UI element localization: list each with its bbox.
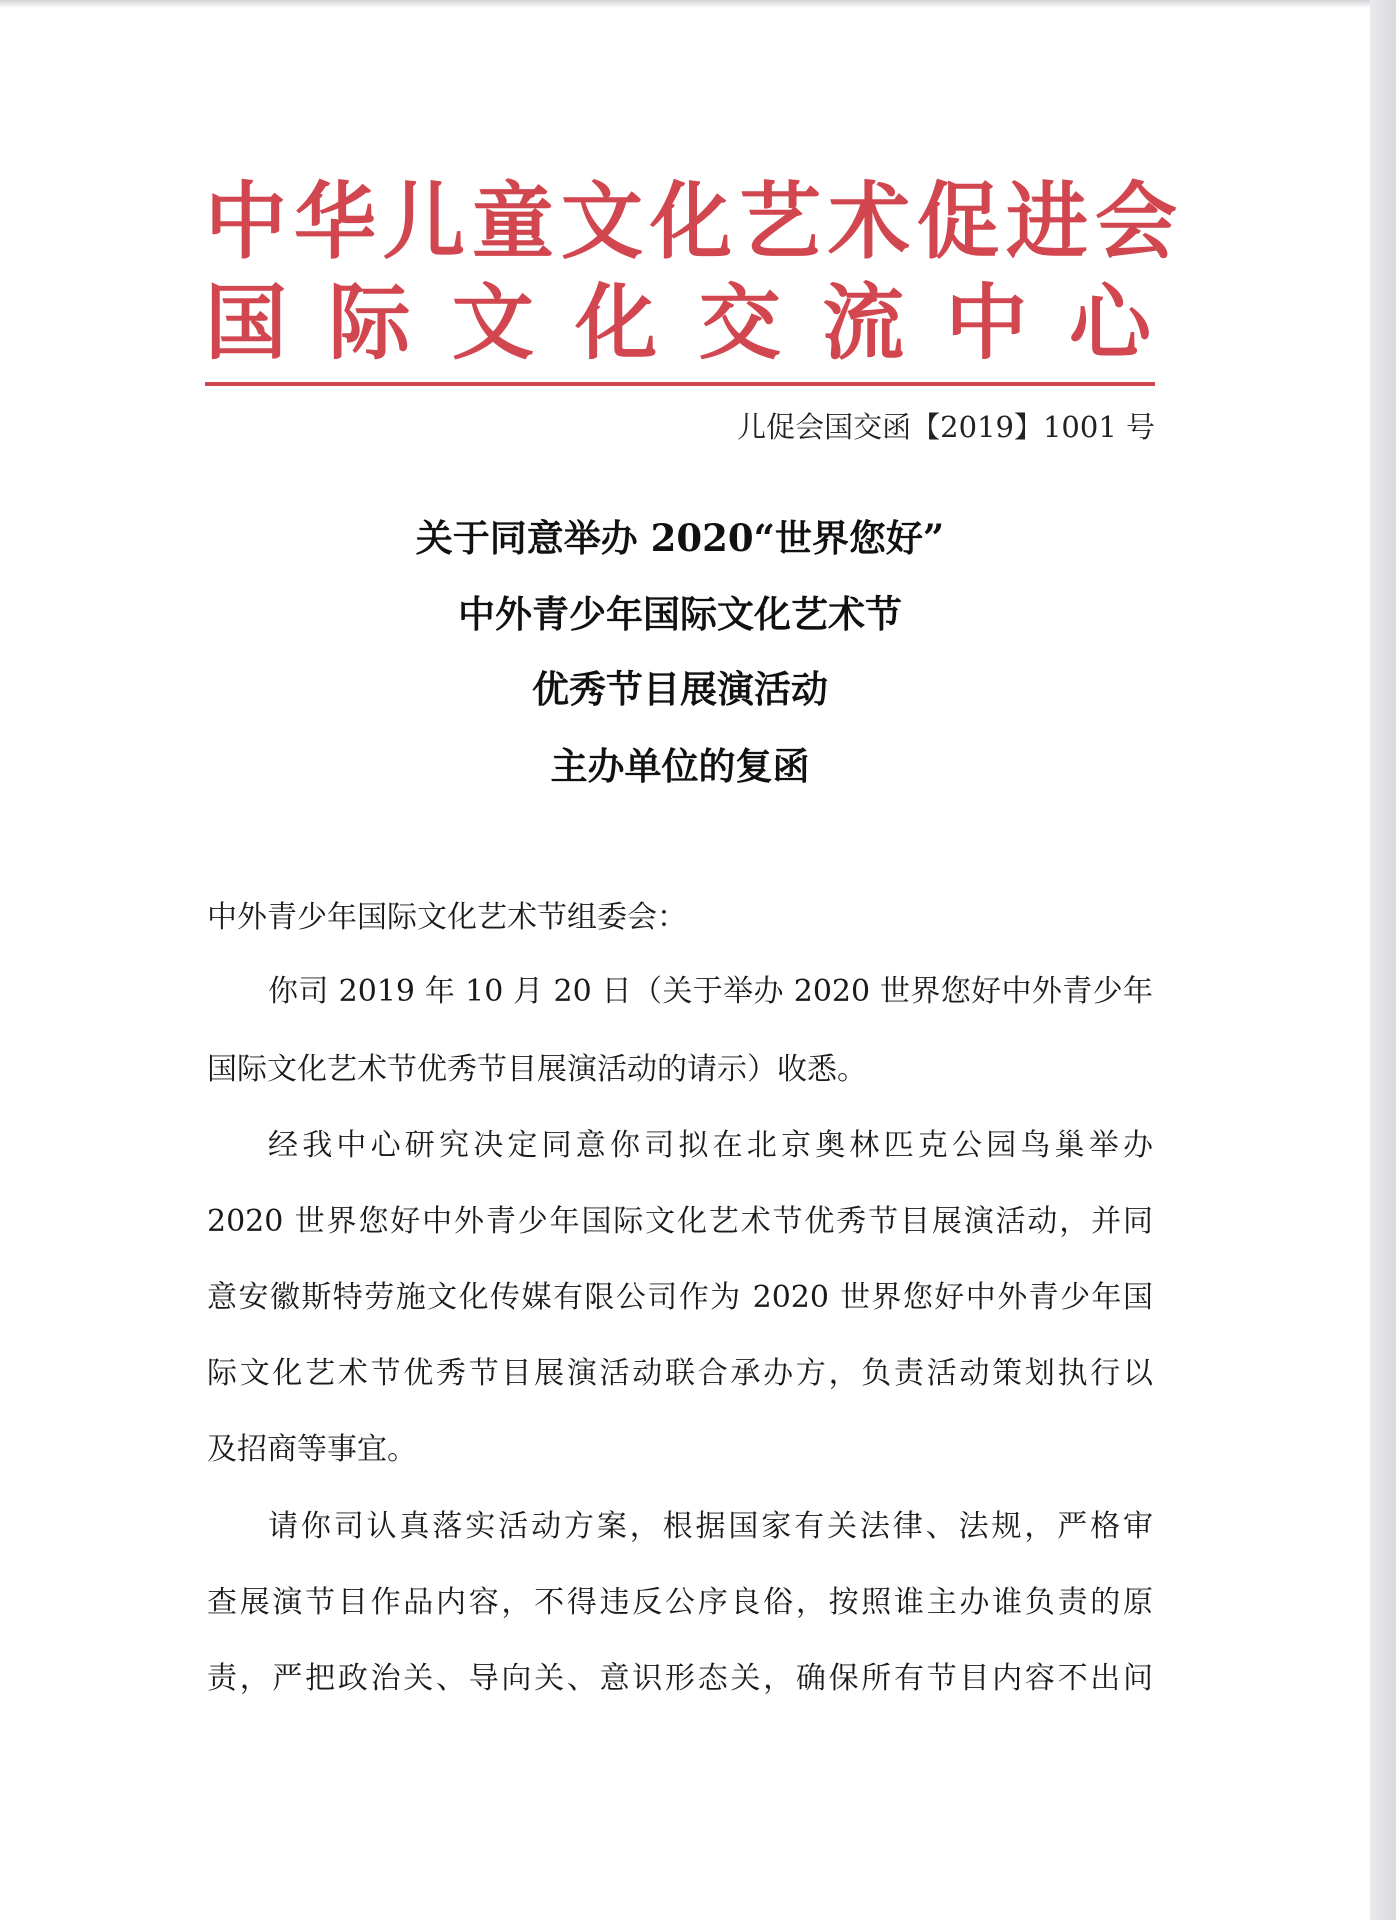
title-line-2: 中外青少年国际文化艺术节 <box>458 592 902 636</box>
body-paragraph-3-line: 查展演节目作品内容，不得违反公序良俗，按照谁主办谁负责的原 <box>207 1585 1153 1620</box>
body-paragraph-2-line: 2020 世界您好中外青少年国际文化艺术节优秀节目展演活动，并同 <box>207 1204 1153 1239</box>
title-line-4: 主办单位的复函 <box>550 744 810 788</box>
org-name-char: 国 <box>205 276 288 371</box>
org-name-char: 中 <box>945 276 1028 371</box>
body-paragraph-2-line: 意安徽斯特劳施文化传媒有限公司作为 2020 世界您好中外青少年国 <box>207 1280 1153 1315</box>
org-name-char: 化 <box>575 276 658 371</box>
org-name-char: 际 <box>328 276 411 371</box>
org-name-char: 文 <box>451 276 534 371</box>
body-paragraph-2-line: 及招商等事宜。 <box>207 1432 417 1467</box>
title-line-3: 优秀节目展演活动 <box>532 667 828 711</box>
org-name-char: 心 <box>1068 276 1151 371</box>
body-paragraph-1-line: 你司 2019 年 10 月 20 日（关于举办 2020 世界您好中外青少年 <box>268 974 1153 1009</box>
scan-top-edge <box>0 0 1370 8</box>
title-line-1: 关于同意举办 2020“世界您好” <box>415 516 945 560</box>
body-paragraph-1-line: 国际文化艺术节优秀节目展演活动的请示）收悉。 <box>207 1052 867 1087</box>
org-name-char: 交 <box>698 276 781 371</box>
body-paragraph-3-line: 请你司认真落实活动方案，根据国家有关法律、法规，严格审 <box>268 1509 1153 1544</box>
addressee: 中外青少年国际文化艺术节组委会： <box>207 900 687 935</box>
scan-right-edge <box>1370 0 1396 1920</box>
org-name-char: 流 <box>822 276 905 371</box>
org-name-line-2 <box>205 274 1151 374</box>
body-paragraph-3-line: 责，严把政治关、导向关、意识形态关，确保所有节目内容不出问 <box>207 1661 1153 1696</box>
body-paragraph-2-line: 经我中心研究决定同意你司拟在北京奥林匹克公园鸟巢举办 <box>268 1128 1153 1163</box>
org-name-line-1: 中华儿童文化艺术促进会 <box>205 174 1185 271</box>
letterhead-divider <box>205 382 1155 386</box>
body-paragraph-2-line: 际文化艺术节优秀节目展演活动联合承办方，负责活动策划执行以 <box>207 1356 1153 1391</box>
document-number: 儿促会国交函【2019】1001 号 <box>737 410 1155 444</box>
